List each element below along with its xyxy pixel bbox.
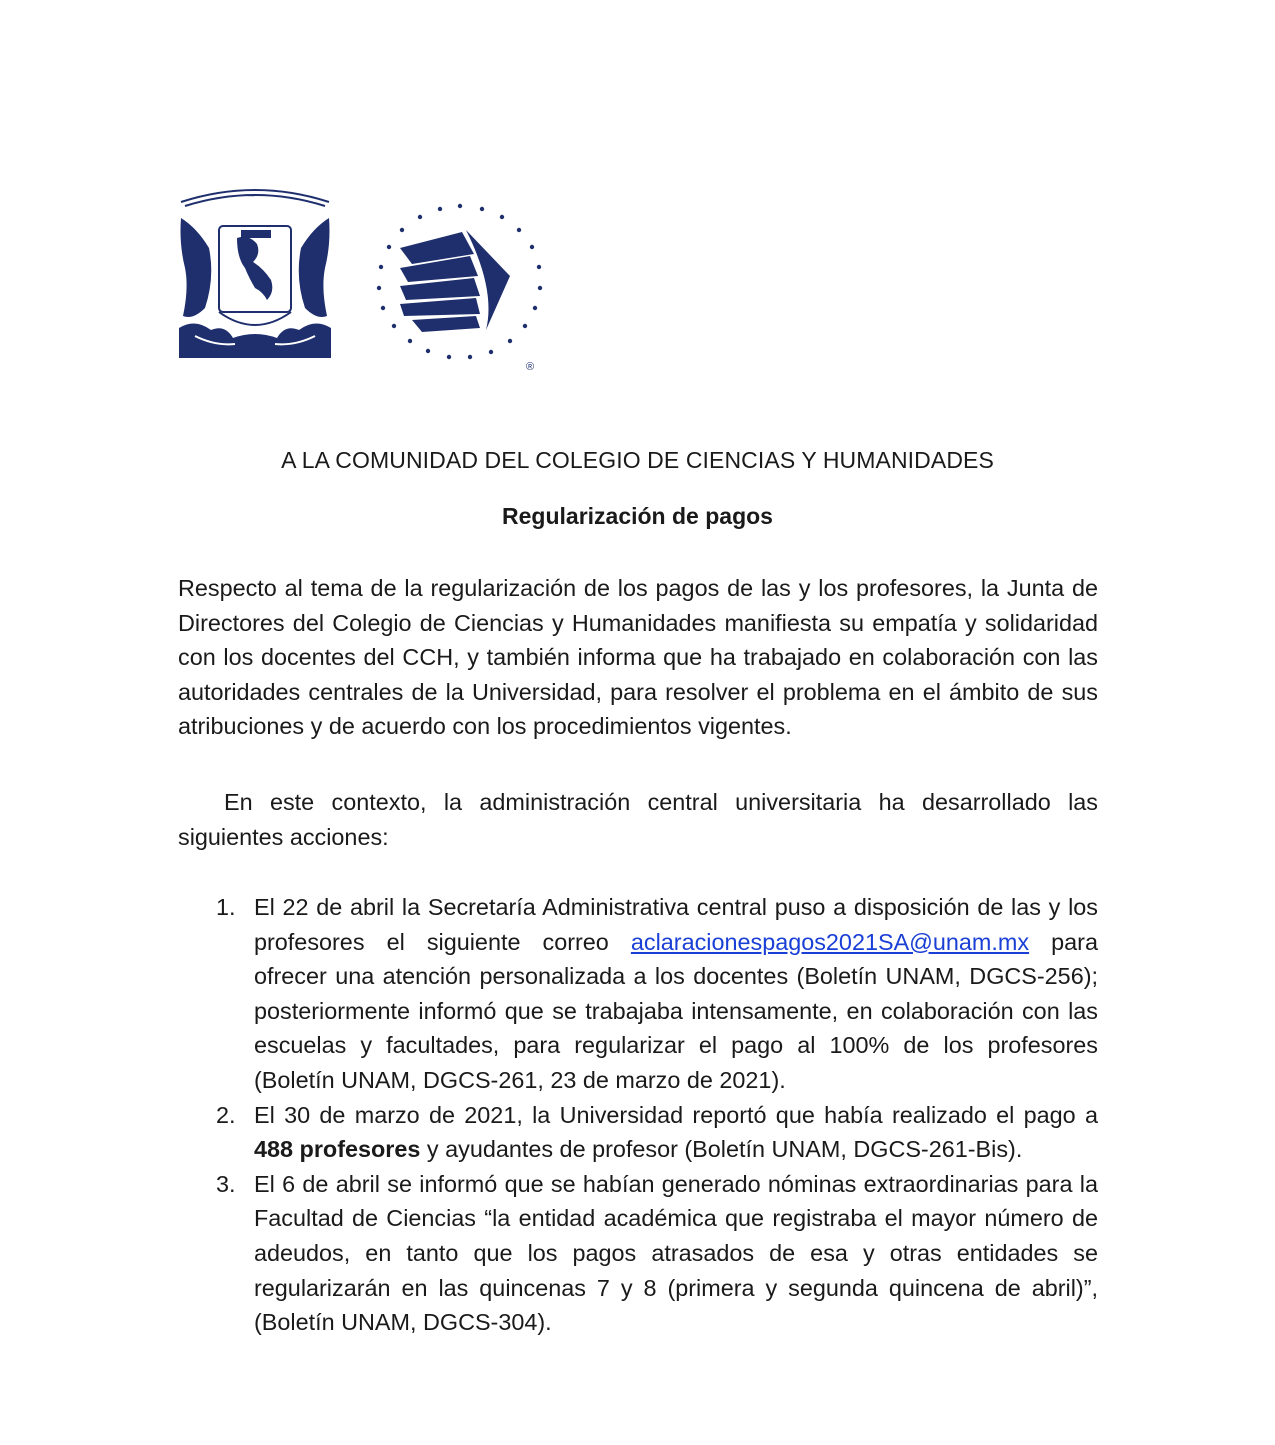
list-item-text: El 22 de abril la Secretaría Administrativa central puso a disposición de las y los profesores el siguiente correo bbox=[254, 894, 1098, 955]
paragraph-context: En este contexto, la administración central universitaria ha desarrollado las siguientes acciones: bbox=[178, 789, 1098, 850]
actions-list bbox=[178, 890, 1098, 1340]
email-link[interactable]: aclaracionespagos2021SA@unam.mx bbox=[630, 928, 1030, 955]
list-item bbox=[178, 890, 1098, 1098]
cch-logo bbox=[370, 194, 550, 374]
subject-heading: Regularización de pagos bbox=[502, 503, 773, 529]
list-item-number: 3. bbox=[216, 1170, 236, 1197]
list-item-text: para ofrecer una atención personalizada a los docentes (Boletín UNAM, DGCS-256); posteriormente informó que se trabajaba intensamente, en colaboración con las escuelas y facultades, para regularizar el pago al 100% de los profesores (Boletín UNAM, DGCS-261, 23 de marzo de 2021). bbox=[254, 928, 1098, 1093]
list-item-number: 1. bbox=[216, 894, 236, 920]
list-item bbox=[178, 1098, 1098, 1167]
list-item-text: El 30 de marzo de 2021, la Universidad reportó que había realizado el pago a bbox=[254, 1101, 1098, 1128]
registered-mark: ® bbox=[526, 361, 535, 373]
address-heading: A LA COMUNIDAD DEL COLEGIO DE CIENCIAS Y HUMANIDADES bbox=[281, 447, 994, 473]
paragraph-intro: Respecto al tema de la regularización de los pagos de las y los profesores, la Junta de Directores del Colegio de Ciencias y Humanidades manifiesta su empatía y solidaridad con los docentes del CCH, y también informa que ha trabajado en colaboración con las autoridades centrales de la Universidad, para resolver el problema en el ámbito de sus atribuciones y de acuerdo con los procedimientos vigentes. bbox=[178, 575, 1098, 740]
list-item-number: 2. bbox=[216, 1101, 236, 1128]
header-logos bbox=[175, 188, 555, 378]
unam-shield-logo bbox=[175, 188, 335, 366]
list-item-text: y ayudantes de profesor (Boletín UNAM, DGCS-261-Bis). bbox=[420, 1136, 1023, 1163]
list-item-bold-text: 488 profesores bbox=[254, 1136, 421, 1163]
list-item bbox=[178, 1167, 1098, 1340]
list-item-text: El 6 de abril se informó que se habían generado nóminas extraordinarias para la Facultad de Ciencias “la entidad académica que registraba el mayor número de adeudos, en tanto que los pagos atrasados de esa y otras entidades se regularizarán en las quincenas 7 y 8 (primera y segunda quincena de abril)”, (Boletín UNAM, DGCS-304). bbox=[254, 1170, 1098, 1336]
